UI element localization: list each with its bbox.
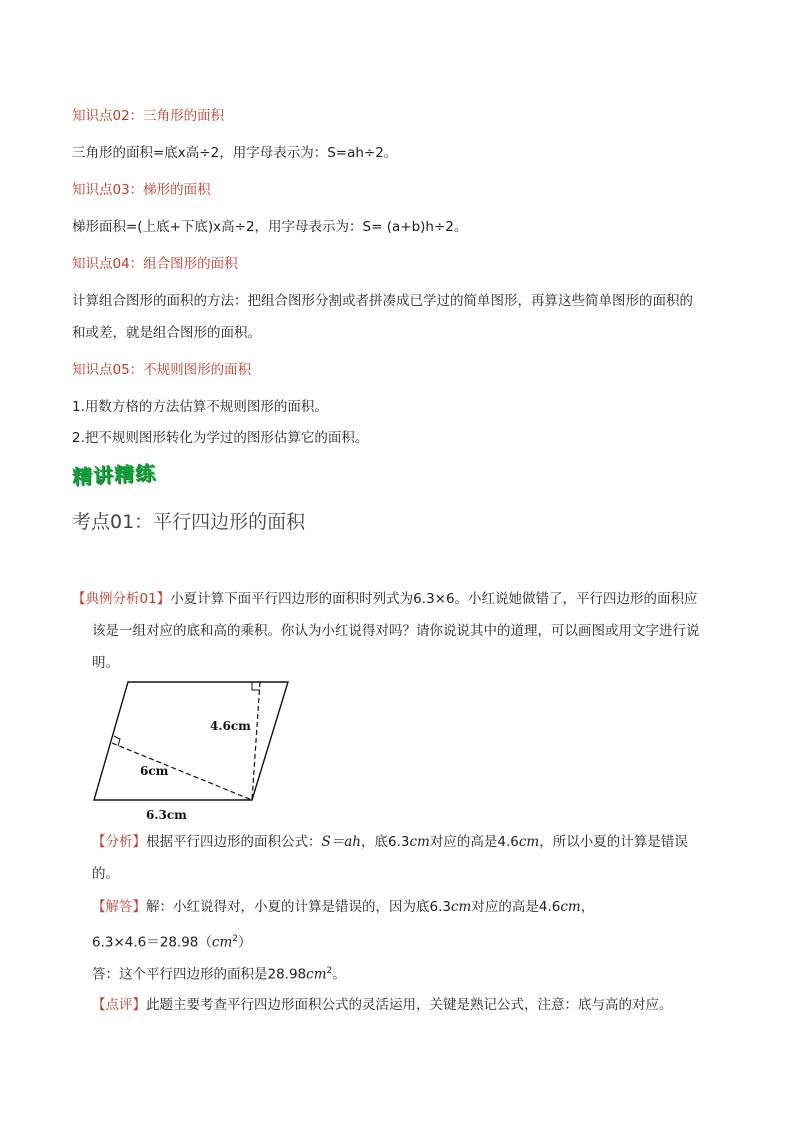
analysis-line-1 (92, 832, 688, 852)
kp02-body: 三角形的面积=底x高÷2，用字母表示为：S=ah÷2。 (72, 145, 398, 161)
kp03-body: 梯形面积=(上底+下底)x高÷2，用字母表示为：S= (a+b)h÷2。 (72, 219, 468, 235)
solution-answer: 答：这个平行四边形的面积是28.98 (92, 966, 307, 983)
kp05-item-2: 2.把不规则图形转化为学过的图形估算它的面积。 (72, 430, 369, 446)
solution-unit-2: cm (560, 899, 581, 915)
solution-text-c: ， (580, 899, 595, 915)
height-right-angle (252, 682, 260, 690)
example-tag: 【典例分析01】 (72, 591, 171, 607)
analysis-text-c: 对应的高是4.6 (429, 834, 519, 850)
analysis-text-a: 根据平行四边形的面积公式： (146, 834, 322, 850)
kp05-title: 知识点05：不规则图形的面积 (72, 362, 252, 378)
height-line (252, 682, 260, 800)
kp04-body-2: 和或差，就是组合图形的面积。 (72, 325, 261, 341)
solution-answer-end: 。 (332, 966, 346, 983)
review-line (92, 995, 673, 1015)
solution-calc: 6.3×4.6＝28.98（ (92, 934, 212, 951)
topic-heading: 考点01：平行四边形的面积 (72, 511, 306, 533)
example-text-1: 小夏计算下面平行四边形的面积时列式为6.3×6。小红说她做错了，平行四边形的面积应 (170, 591, 698, 607)
kp04-title: 知识点04：组合图形的面积 (72, 256, 238, 272)
solution-answer-line: 答：这个平行四边形的面积是$28.98cm^2$。 (92, 966, 346, 983)
analysis-unit-1: cm (409, 834, 430, 850)
analysis-text-d: ，所以小夏的计算是错误 (539, 834, 688, 850)
analysis-tag: 【分析】 (92, 834, 146, 850)
solution-calc-end: ） (238, 934, 252, 951)
diag-height-line (112, 743, 252, 800)
analysis-text-b: ，底6.3 (361, 834, 410, 850)
example-line-3: 明。 (92, 655, 119, 671)
label-diag: 6cm (140, 764, 169, 778)
analysis-line-2: 的。 (92, 866, 119, 882)
solution-text-b: 对应的高是4.6 (471, 899, 561, 915)
kp04-body-1: 计算组合图形的面积的方法：把组合图形分割或者拼凑成已学过的简单图形，再算这些简单图形的面积的 (72, 293, 693, 309)
kp05-item-1: 1.用数方格的方法估算不规则图形的面积。 (72, 399, 328, 415)
solution-text-a: 解：小红说得对，小夏的计算是错误的，因为底6.3 (146, 899, 451, 915)
section-banner: 精讲精练 (71, 460, 157, 489)
review-tag: 【点评】 (92, 997, 146, 1013)
solution-line-1 (92, 897, 594, 917)
solution-calc-line: $6.3\times 4.6=28.98(cm^2)$ (92, 934, 252, 951)
parallelogram-figure (90, 676, 295, 826)
solution-calc-unit: cm (211, 934, 233, 951)
review-text: 此题主要考查平行四边形面积公式的灵活运用，关键是熟记公式，注意：底与高的对应。 (146, 997, 673, 1013)
analysis-formula: S＝ah (321, 834, 361, 850)
solution-unit-1: cm (450, 899, 472, 915)
example-line-2: 该是一组对应的底和高的乘积。你认为小红说得对吗？请你说说其中的道理，可以画图或用文字进行说 (92, 623, 700, 639)
solution-answer-unit: cm (306, 966, 327, 983)
example-line-1 (72, 589, 698, 609)
analysis-unit-2: cm (518, 834, 540, 850)
label-base: 6.3cm (146, 808, 187, 822)
kp02-title: 知识点02：三角形的面积 (72, 108, 225, 124)
label-height: 4.6cm (210, 719, 251, 733)
kp03-title: 知识点03：梯形的面积 (72, 182, 211, 198)
solution-tag: 【解答】 (92, 899, 146, 915)
